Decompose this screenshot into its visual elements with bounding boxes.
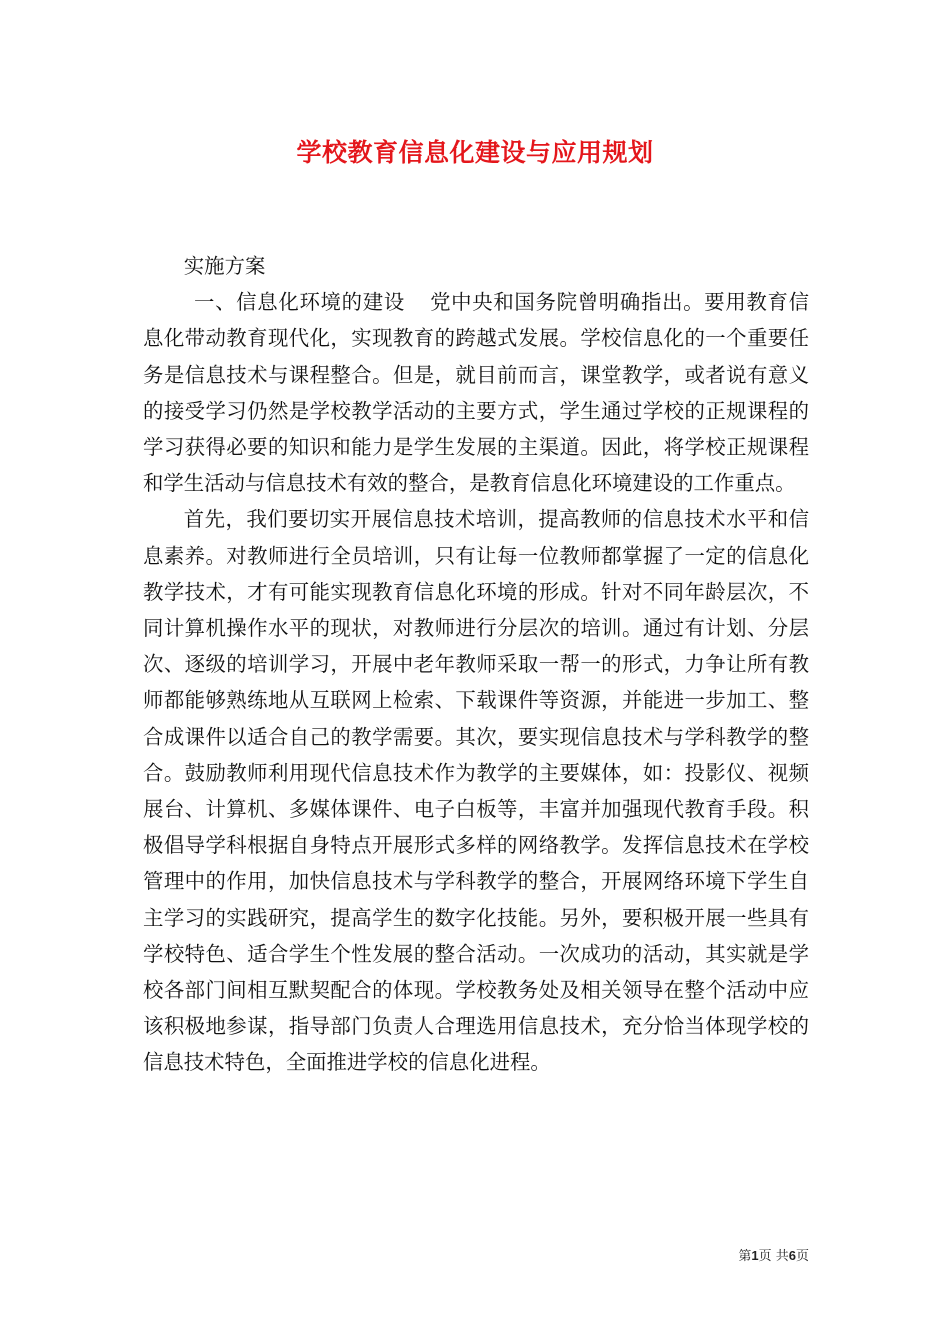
footer-current-page: 1 xyxy=(751,1248,759,1263)
footer-total-pages: 6 xyxy=(788,1248,796,1263)
document-body xyxy=(143,248,809,1081)
paragraph-one: 党中央和国务院曾明确指出。要用教育信息化带动教育现代化，实现教育的跨越式发展。学校信息化的一个重要任务是信息技术与课程整合。但是，就目前而言，课堂教学，或者说有意义的接受学习仍然是学校教学活动的主要方式，学生通过学校的正规课程的学习获得必要的知识和能力是学生发展的主渠道。因此，将学校正规课程和学生活动与信息技术有效的整合，是教育信息化环境建设的工作重点。 xyxy=(143,290,810,496)
paragraph-two: 首先，我们要切实开展信息技术培训，提高教师的信息技术水平和信息素养。对教师进行全员培训，只有让每一位教师都掌握了一定的信息化教学技术，才有可能实现教育信息化环境的形成。针对不同年龄层次，不同计算机操作水平的现状，对教师进行分层次的培训。通过有计划、分层次、逐级的培训学习，开展中老年教师采取一帮一的形式，力争让所有教师都能够熟练地从互联网上检索、下载课件等资源，并能进一步加工、整合成课件以适合自己的教学需要。其次，要实现信息技术与学科教学的整合。鼓励教师利用现代信息技术作为教学的主要媒体，如：投影仪、视频展台、计算机、多媒体课件、电子白板等，丰富并加强现代教育手段。积极倡导学科根据自身特点开展形式多样的网络教学。发挥信息技术在学校管理中的作用，加快信息技术与学科教学的整合，开展网络环境下学生自主学习的实践研究，提高学生的数字化技能。另外，要积极开展一些具有学校特色、适合学生个性发展的整合活动。一次成功的活动，其实就是学校各部门间相互默契配合的体现。学校教务处及相关领导在整个活动中应该积极地参谋，指导部门负责人合理选用信息技术，充分恰当体现学校的信息技术特色，全面推进学校的信息化进程。 xyxy=(143,507,809,1075)
section-label: 实施方案 xyxy=(183,254,266,278)
footer-prefix: 第 xyxy=(738,1249,752,1264)
footer-suffix: 页 xyxy=(795,1249,809,1264)
footer-middle: 页 共 xyxy=(758,1249,789,1264)
document-title: 学校教育信息化建设与应用规划 xyxy=(296,138,654,167)
paragraph-one-block xyxy=(143,284,809,501)
page-number-footer xyxy=(709,1245,809,1264)
section-heading-one: 一、信息化环境的建设 xyxy=(194,290,405,315)
